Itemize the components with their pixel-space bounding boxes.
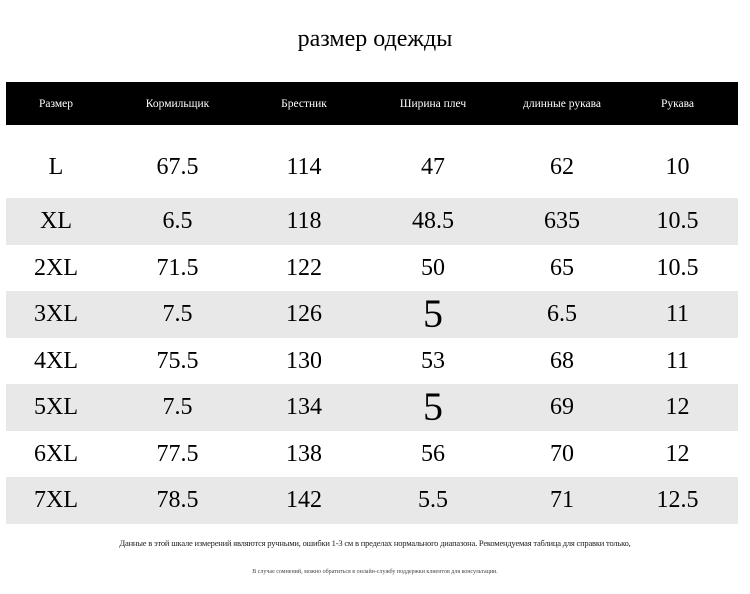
long-sleeve-cell: 635 [507, 198, 617, 245]
sleeve-cell: 10 [665, 153, 690, 180]
size-cell: 4XL [34, 347, 78, 374]
header-chest: Брестник [249, 82, 359, 125]
length-cell: 6.5 [106, 198, 249, 245]
size-cell: XL [6, 198, 106, 245]
shoulder-cell: 47 [421, 153, 445, 180]
length-cell: 75.5 [156, 347, 199, 374]
length-cell: 7.5 [106, 384, 249, 431]
length-cell: 7.5 [106, 291, 249, 338]
measurement-disclaimer: Данные в этой шкале измерений являются ручными, ошибки 1-3 см в пределах нормального диапазона. Рекомендуемая таблица для справки только, [119, 538, 631, 548]
table-row [6, 477, 738, 524]
length-cell: 71.5 [156, 254, 199, 281]
header-long-sleeve: длинные рукава [507, 82, 617, 125]
chest-cell: 130 [286, 347, 322, 374]
table-row [6, 384, 738, 431]
page-title: размер одежды [297, 26, 453, 52]
sleeve-cell: 11 [665, 347, 690, 374]
table-row [6, 338, 738, 385]
sleeve-cell: 12 [665, 440, 690, 467]
table-header-row [6, 82, 738, 125]
shoulder-cell: 5 [359, 291, 507, 338]
length-cell: 77.5 [156, 440, 199, 467]
size-cell: 2XL [34, 254, 78, 281]
shoulder-cell: 56 [421, 440, 445, 467]
length-cell: 67.5 [156, 153, 199, 180]
long-sleeve-cell: 69 [507, 384, 617, 431]
header-size: Размер [6, 82, 106, 125]
size-cell: 7XL [6, 477, 106, 524]
long-sleeve-cell: 71 [507, 477, 617, 524]
chest-cell: 138 [286, 440, 322, 467]
size-cell: 3XL [6, 291, 106, 338]
table-row [6, 198, 738, 245]
sleeve-cell: 10.5 [656, 254, 699, 281]
chest-cell: 134 [249, 384, 359, 431]
shoulder-cell: 53 [421, 347, 445, 374]
shoulder-cell: 48.5 [359, 198, 507, 245]
table-row [6, 245, 738, 292]
sleeve-cell: 12.5 [617, 477, 738, 524]
size-cell: L [48, 153, 64, 180]
chest-cell: 114 [286, 153, 322, 180]
long-sleeve-cell: 70 [550, 440, 574, 467]
sleeve-cell: 11 [617, 291, 738, 338]
size-cell: 6XL [34, 440, 78, 467]
length-cell: 78.5 [106, 477, 249, 524]
chest-cell: 142 [249, 477, 359, 524]
table-row [6, 431, 738, 478]
shoulder-cell: 5 [359, 384, 507, 431]
header-shoulder-width: Ширина плеч [359, 82, 507, 125]
long-sleeve-cell: 6.5 [507, 291, 617, 338]
header-length: Кормильщик [106, 82, 249, 125]
sleeve-cell: 10.5 [617, 198, 738, 245]
table-row [6, 291, 738, 338]
size-cell: 5XL [6, 384, 106, 431]
chest-cell: 118 [249, 198, 359, 245]
long-sleeve-cell: 65 [550, 254, 574, 281]
long-sleeve-cell: 62 [550, 153, 574, 180]
support-note: В случае сомнений, можно обратиться в онлайн-службу поддержки клиентов для консультации. [252, 569, 498, 575]
long-sleeve-cell: 68 [550, 347, 574, 374]
chest-cell: 122 [286, 254, 322, 281]
table-row [6, 125, 738, 198]
size-chart-table [6, 82, 738, 524]
sleeve-cell: 12 [617, 384, 738, 431]
header-sleeve: Рукава [617, 82, 738, 125]
shoulder-cell: 50 [421, 254, 445, 281]
shoulder-cell: 5.5 [359, 477, 507, 524]
chest-cell: 126 [249, 291, 359, 338]
